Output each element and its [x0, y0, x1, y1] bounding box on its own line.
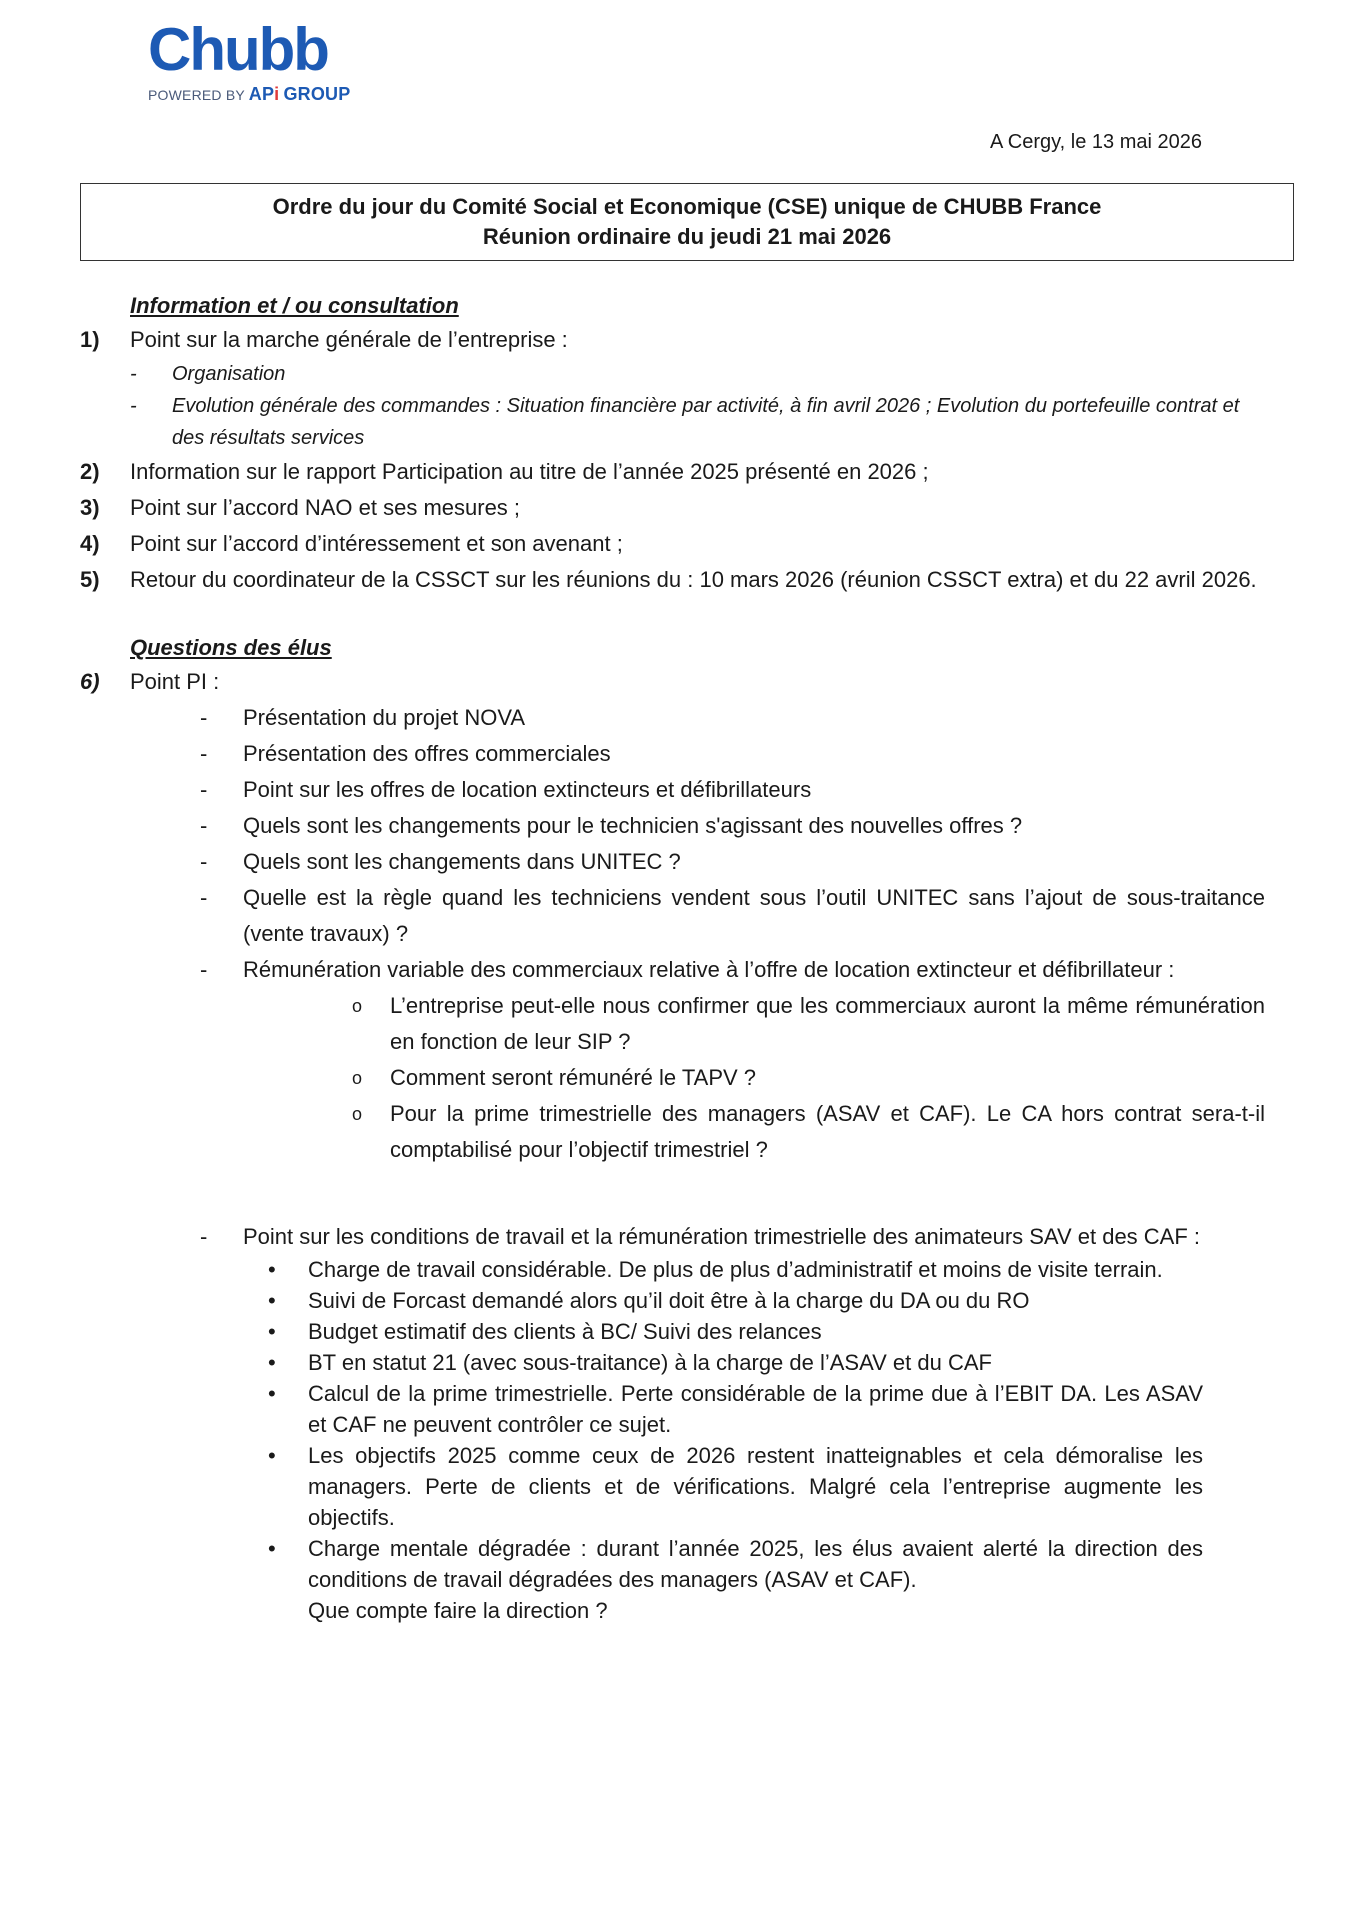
- closing-question: Que compte faire la direction ?: [308, 1598, 608, 1623]
- item-text: Point sur l’accord NAO et ses mesures ;: [130, 495, 521, 520]
- dash-marker: -: [200, 777, 208, 802]
- dash-marker: -: [200, 957, 208, 982]
- list-item: o L’entreprise peut-elle nous confirmer que les commerciaux auront la même rémunération en fonction de leur SIP ?: [350, 988, 1265, 1060]
- section-heading-questions: Questions des élus: [130, 635, 332, 660]
- bullet-marker: •: [268, 1257, 276, 1282]
- bullet-marker: •: [268, 1443, 276, 1468]
- logo-powered-by: POWERED BY APi GROUP: [148, 84, 351, 104]
- dash-marker: -: [130, 363, 137, 385]
- list-item: • Les objectifs 2025 comme ceux de 2026 restent inatteignables et cela démoralise les managers. Perte de clients et de vérifications. Malgré cela l’entreprise augmente les objectifs.: [266, 1440, 1203, 1533]
- date-line: A Cergy, le 13 mai 2026: [990, 131, 1202, 153]
- agenda-item-4: [80, 526, 1265, 562]
- bullet-marker: •: [268, 1381, 276, 1406]
- bullet-marker: •: [268, 1350, 276, 1375]
- item-text: Information sur le rapport Participation au titre de l’année 2025 présenté en 2026 ;: [130, 459, 929, 484]
- agenda-item-2: [80, 454, 1265, 490]
- item-text: Retour du coordinateur de la CSSCT sur les réunions du : 10 mars 2026 (réunion CSSCT extra) et du 22 avril 2026.: [130, 567, 1257, 592]
- agenda-content: [80, 290, 1265, 1626]
- list-item: - Quelle est la règle quand les techniciens vendent sous l’outil UNITEC sans l’ajout de sous-traitance (vente travaux) ?: [200, 880, 1265, 952]
- list-item: - Quels sont les changements dans UNITEC ?: [200, 844, 1265, 880]
- title-line-1: Ordre du jour du Comité Social et Economique (CSE) unique de CHUBB France: [272, 194, 1102, 219]
- chubb-logo: [148, 18, 350, 105]
- agenda-item-1: [80, 322, 1265, 358]
- list-item: • Budget estimatif des clients à BC/ Suivi des relances: [266, 1316, 1203, 1347]
- circle-marker: o: [352, 1104, 363, 1124]
- list-item: • BT en statut 21 (avec sous-traitance) à la charge de l’ASAV et du CAF: [266, 1347, 1203, 1378]
- agenda-item-6: [80, 664, 1265, 700]
- list-item: - Quels sont les changements pour le technicien s'agissant des nouvelles offres ?: [200, 808, 1265, 844]
- remuneration-questions: [350, 988, 1265, 1168]
- item-number: 1): [80, 327, 100, 352]
- dash-marker: -: [200, 741, 208, 766]
- dash-marker: -: [130, 395, 137, 417]
- circle-marker: o: [352, 1068, 363, 1088]
- agenda-item-5: [80, 562, 1265, 598]
- item-6-subitems: [200, 700, 1265, 988]
- list-item: o Pour la prime trimestrielle des managers (ASAV et CAF). Le CA hors contrat sera-t-il comptabilisé pour l’objectif trimestriel ?: [350, 1096, 1265, 1168]
- list-item: - Présentation du projet NOVA: [200, 700, 1265, 736]
- item-number: 3): [80, 495, 100, 520]
- title-box: [80, 183, 1294, 261]
- list-item: - Rémunération variable des commerciaux relative à l’offre de location extincteur et défibrillateur :: [200, 952, 1265, 988]
- list-item: - Présentation des offres commerciales: [200, 736, 1265, 772]
- item-number: 2): [80, 459, 100, 484]
- item-text: Point PI :: [130, 669, 220, 694]
- list-item: • Calcul de la prime trimestrielle. Perte considérable de la prime due à l’EBIT DA. Les ASAV et CAF ne peuvent contrôler ce sujet.: [266, 1378, 1203, 1440]
- agenda-item-3: [80, 490, 1265, 526]
- bullet-marker: •: [268, 1536, 276, 1561]
- title-line-2: Réunion ordinaire du jeudi 21 mai 2026: [482, 224, 892, 249]
- dash-marker: -: [200, 885, 208, 910]
- item-text: Point sur l’accord d’intéressement et son avenant ;: [130, 531, 623, 556]
- dash-marker: -: [200, 1224, 208, 1249]
- item-number: 6): [80, 669, 100, 694]
- item-text: Point sur la marche générale de l’entreprise :: [130, 327, 568, 352]
- logo-brand: Chubb: [148, 16, 328, 83]
- list-item: • Suivi de Forcast demandé alors qu’il doit être à la charge du DA ou du RO: [266, 1285, 1203, 1316]
- list-item: - Point sur les offres de location extincteurs et défibrillateurs: [200, 772, 1265, 808]
- list-item: • Charge mentale dégradée : durant l’année 2025, les élus avaient alerté la direction des conditions de travail dégradées des managers (ASAV et CAF). Que compte faire la direction ?: [266, 1533, 1203, 1626]
- list-item: o Comment seront rémunéré le TAPV ?: [350, 1060, 1265, 1096]
- list-item: • Charge de travail considérable. De plus de plus d’administratif et moins de visite terrain.: [266, 1254, 1203, 1285]
- dash-marker: -: [200, 849, 208, 874]
- working-conditions-point: - Point sur les conditions de travail et la rémunération trimestrielle des animateurs SAV et des CAF :: [200, 1222, 1203, 1252]
- circle-marker: o: [352, 996, 363, 1016]
- list-item: - Evolution générale des commandes : Situation financière par activité, à fin avril 2026 ; Evolution du portefeuille contrat et des résultats services: [130, 390, 1265, 454]
- section-heading-information: Information et / ou consultation: [130, 293, 459, 318]
- item-1-subitems: [130, 358, 1265, 454]
- dash-marker: -: [200, 705, 208, 730]
- list-item: - Organisation: [130, 358, 1265, 390]
- dash-marker: -: [200, 813, 208, 838]
- item-number: 4): [80, 531, 100, 556]
- bullet-marker: •: [268, 1288, 276, 1313]
- bullet-marker: •: [268, 1319, 276, 1344]
- item-number: 5): [80, 567, 100, 592]
- working-conditions-bullets: [266, 1254, 1203, 1626]
